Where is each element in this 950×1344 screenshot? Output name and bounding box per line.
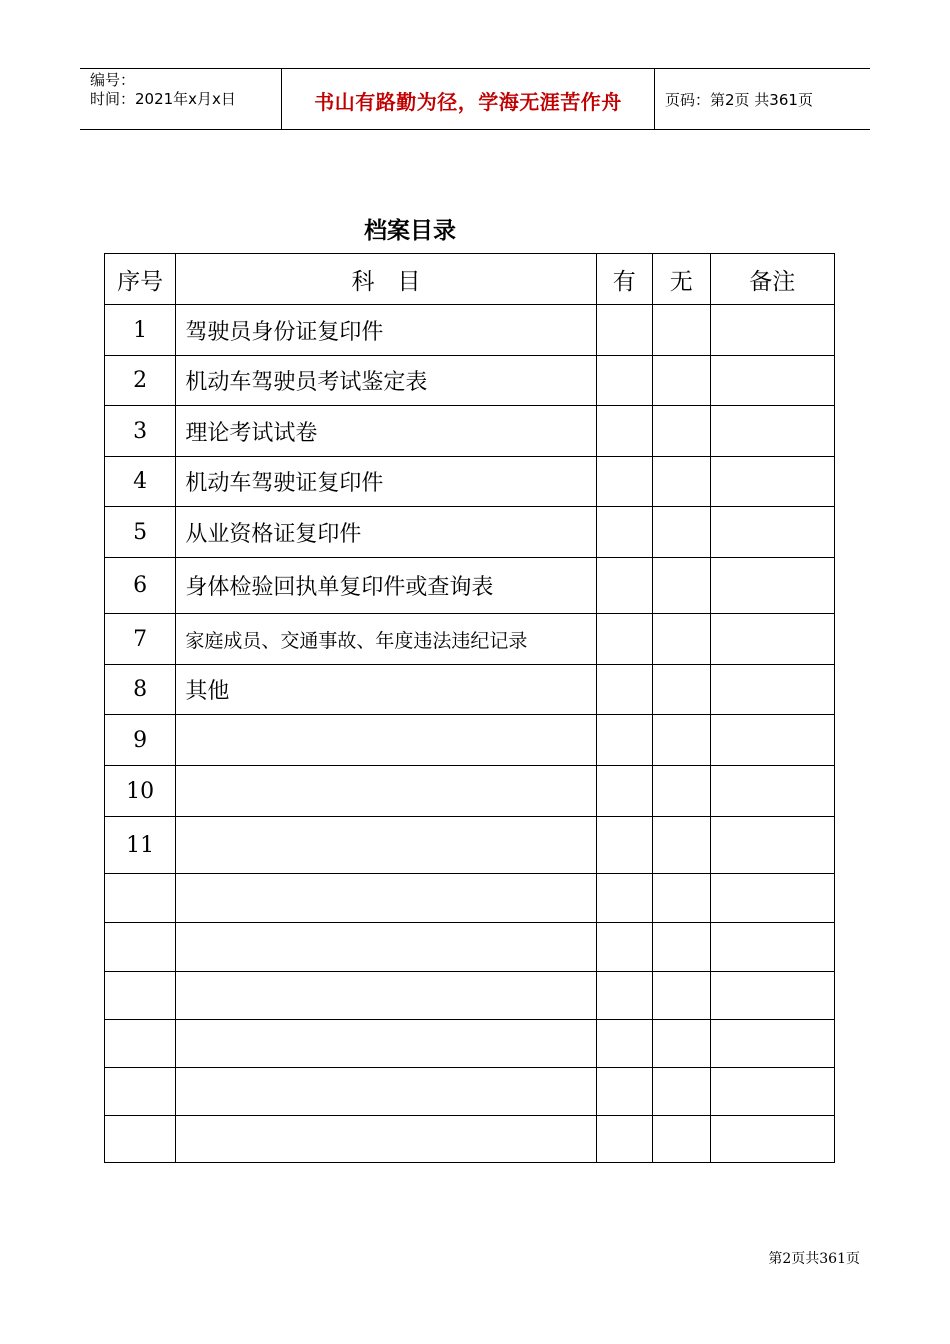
row-none-cell: [653, 406, 710, 457]
row-subject: 从业资格证复印件: [176, 507, 596, 558]
row-subject: [176, 923, 596, 972]
row-none-cell: [653, 614, 710, 665]
header-motto-cell: [281, 69, 655, 129]
row-number: [105, 874, 176, 923]
row-none-cell: [653, 1068, 710, 1116]
table-header-row: [105, 254, 835, 305]
table-row: [105, 1068, 835, 1116]
row-subject: [176, 817, 596, 874]
row-subject: 理论考试试卷: [176, 406, 596, 457]
row-remarks-cell: [710, 457, 834, 507]
row-yes-cell: [596, 766, 652, 817]
row-remarks-cell: [710, 1116, 834, 1163]
row-none-cell: [653, 457, 710, 507]
header-no: 序号: [105, 254, 176, 305]
row-number: [105, 1116, 176, 1163]
row-remarks-cell: [710, 817, 834, 874]
row-remarks-cell: [710, 1020, 834, 1068]
row-remarks-cell: [710, 665, 834, 715]
row-number: 11: [105, 817, 176, 874]
row-number: 2: [105, 356, 176, 406]
table-row: [105, 406, 835, 457]
row-remarks-cell: [710, 1068, 834, 1116]
row-remarks-cell: [710, 766, 834, 817]
page-info: 页码：第2页 共361页: [665, 91, 813, 109]
row-number: 8: [105, 665, 176, 715]
row-yes-cell: [596, 614, 652, 665]
row-remarks-cell: [710, 923, 834, 972]
row-subject: 其他: [176, 665, 596, 715]
archive-table: [104, 253, 835, 1163]
row-yes-cell: [596, 1020, 652, 1068]
row-yes-cell: [596, 305, 652, 356]
row-subject: [176, 1116, 596, 1163]
row-yes-cell: [596, 457, 652, 507]
row-subject: [176, 874, 596, 923]
row-yes-cell: [596, 665, 652, 715]
row-none-cell: [653, 874, 710, 923]
row-subject: 机动车驾驶证复印件: [176, 457, 596, 507]
row-remarks-cell: [710, 558, 834, 614]
row-remarks-cell: [710, 715, 834, 766]
row-remarks-cell: [710, 874, 834, 923]
row-number: 5: [105, 507, 176, 558]
row-number: 10: [105, 766, 176, 817]
row-none-cell: [653, 1116, 710, 1163]
page-footer: 第2页共361页: [768, 1251, 860, 1267]
row-subject: [176, 1068, 596, 1116]
row-number: [105, 1068, 176, 1116]
row-none-cell: [653, 715, 710, 766]
table-row: [105, 305, 835, 356]
header-left-cell: [80, 69, 280, 129]
row-yes-cell: [596, 1068, 652, 1116]
row-remarks-cell: [710, 406, 834, 457]
row-subject: 家庭成员、交通事故、年度违法违纪记录: [176, 614, 596, 665]
date-line: 时间：2021年x月x日: [90, 90, 236, 108]
row-none-cell: [653, 356, 710, 406]
row-number: [105, 923, 176, 972]
row-subject: 机动车驾驶员考试鉴定表: [176, 356, 596, 406]
row-none-cell: [653, 665, 710, 715]
code-label: 编号：: [90, 71, 136, 89]
table-row: [105, 1116, 835, 1163]
row-none-cell: [653, 507, 710, 558]
row-remarks-cell: [710, 305, 834, 356]
row-remarks-cell: [710, 507, 834, 558]
table-row: [105, 356, 835, 406]
row-none-cell: [653, 817, 710, 874]
table-row: [105, 457, 835, 507]
table-row: [105, 614, 835, 665]
row-none-cell: [653, 972, 710, 1020]
row-yes-cell: [596, 1116, 652, 1163]
row-remarks-cell: [710, 972, 834, 1020]
table-row: [105, 1020, 835, 1068]
row-yes-cell: [596, 507, 652, 558]
row-number: 1: [105, 305, 176, 356]
header-yes: 有: [596, 254, 652, 305]
row-yes-cell: [596, 558, 652, 614]
row-remarks-cell: [710, 356, 834, 406]
row-yes-cell: [596, 972, 652, 1020]
table-row: [105, 507, 835, 558]
row-number: 9: [105, 715, 176, 766]
row-yes-cell: [596, 874, 652, 923]
row-none-cell: [653, 558, 710, 614]
table-row: [105, 558, 835, 614]
row-number: [105, 1020, 176, 1068]
row-yes-cell: [596, 356, 652, 406]
row-subject: 身体检验回执单复印件或查询表: [176, 558, 596, 614]
row-none-cell: [653, 766, 710, 817]
table-row: [105, 923, 835, 972]
motto: 书山有路勤为径，学海无涯苦作舟: [314, 90, 622, 114]
row-number: 6: [105, 558, 176, 614]
row-yes-cell: [596, 817, 652, 874]
header-subject: 科 目: [176, 254, 596, 305]
table-row: [105, 715, 835, 766]
row-remarks-cell: [710, 614, 834, 665]
table-row: [105, 972, 835, 1020]
table-row: [105, 766, 835, 817]
row-subject: [176, 1020, 596, 1068]
row-number: [105, 972, 176, 1020]
row-subject: 驾驶员身份证复印件: [176, 305, 596, 356]
header-none: 无: [653, 254, 710, 305]
row-yes-cell: [596, 715, 652, 766]
row-subject: [176, 715, 596, 766]
table-row: [105, 665, 835, 715]
row-none-cell: [653, 923, 710, 972]
row-none-cell: [653, 1020, 710, 1068]
table-row: [105, 817, 835, 874]
table-row: [105, 874, 835, 923]
row-yes-cell: [596, 406, 652, 457]
row-subject: [176, 972, 596, 1020]
row-subject: [176, 766, 596, 817]
row-none-cell: [653, 305, 710, 356]
document-title: 档案目录: [364, 218, 456, 244]
row-number: 4: [105, 457, 176, 507]
header-remarks: 备注: [710, 254, 834, 305]
page-header: [80, 68, 870, 130]
row-number: 7: [105, 614, 176, 665]
row-number: 3: [105, 406, 176, 457]
header-right-cell: [655, 69, 870, 129]
row-yes-cell: [596, 923, 652, 972]
